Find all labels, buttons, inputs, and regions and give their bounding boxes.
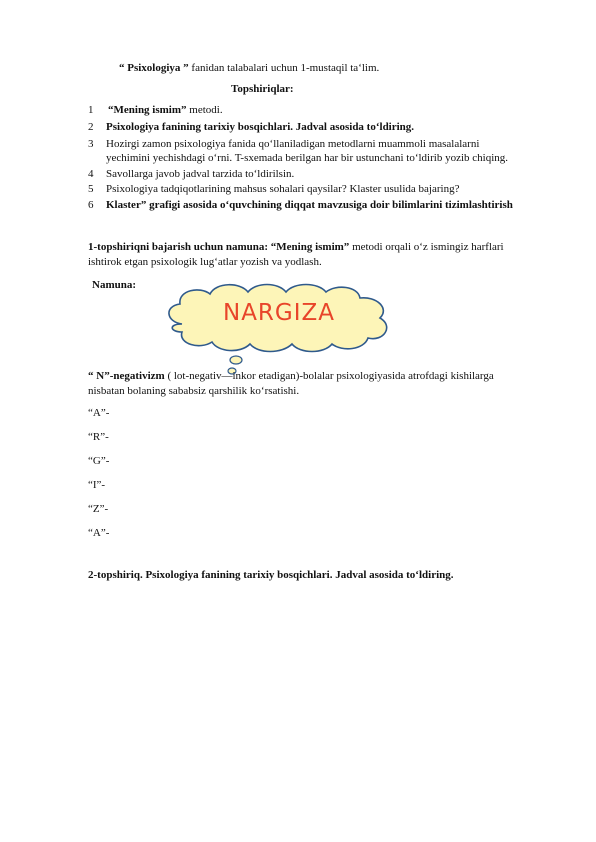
letter-item: “Z”-	[88, 503, 109, 515]
letter-item: “G”-	[88, 455, 110, 467]
task-number: 3	[88, 138, 94, 150]
task-text: metodi.	[186, 104, 223, 116]
task2-heading: 2-topshiriq. Psixologiya fanining tarixiy bosqichlari. Jadval asosida to‘ldiring.	[88, 569, 454, 581]
example-intro-line2: ishtirok etgan psixologik lug‘atlar yozish va yodlash.	[88, 256, 322, 268]
task-item	[108, 103, 223, 117]
n-prefix: “ N”-negativizm	[88, 370, 165, 382]
doc-header	[119, 61, 379, 75]
task-number: 6	[88, 199, 94, 211]
header-rest: fanidan talabalari uchun 1-mustaqil ta‘lim.	[188, 62, 380, 74]
n-definition-line1	[88, 369, 494, 383]
letter-item: “A”-	[88, 527, 110, 539]
letter-item: “R”-	[88, 431, 109, 443]
example-intro-line1	[88, 240, 504, 254]
task-item-line2: yechimini yechishdagi o‘rni. T-sxemada berilgan har bir ustunchani to‘ldirib yozib chiqing.	[106, 152, 509, 164]
tasks-title: Topshiriqlar:	[231, 83, 294, 95]
task-item: Psixologiya tadqiqotlarining mahsus sohalari qaysilar? Klaster usulida bajaring?	[106, 183, 460, 195]
task-item: Klaster” grafigi asosida o‘quvchining diqqat mavzusiga doir bilimlarini tizimlashtirish	[106, 199, 513, 211]
letter-item: “I”-	[88, 479, 106, 491]
task-number: 2	[88, 121, 94, 133]
task-number: 5	[88, 183, 94, 195]
header-subject: “ Psixologiya ”	[119, 62, 189, 74]
letter-item: “A”-	[88, 407, 110, 419]
task-number: 1	[88, 104, 94, 116]
task-item-line1: Hozirgi zamon psixologiya fanida qo‘llaniladigan metodlarni muammoli masalalarni	[106, 138, 480, 150]
cloud-name: NARGIZA	[222, 300, 336, 326]
task-item: Psixologiya fanining tarixiy bosqichlari. Jadval asosida to‘ldiring.	[106, 121, 415, 133]
example-bold: 1-topshiriqni bajarish uchun namuna: “Mening ismim”	[88, 241, 350, 253]
n-text: ( lot-negativ—inkor etadigan)-bolalar psixologiyasida atrofdagi kishilarga	[164, 370, 494, 382]
task-item: Savollarga javob jadval tarzida to‘ldirilsin.	[106, 168, 295, 180]
bubble-1	[230, 356, 242, 364]
example-rest: metodi orqali o‘z ismingiz harflari	[349, 241, 504, 253]
task-number: 4	[88, 168, 94, 180]
namuna-label: Namuna:	[92, 279, 137, 291]
task-bold: “Mening ismim”	[108, 104, 187, 116]
n-definition-line2: nisbatan bolaning sababsiz qarshilik ko‘rsatishi.	[88, 385, 300, 397]
